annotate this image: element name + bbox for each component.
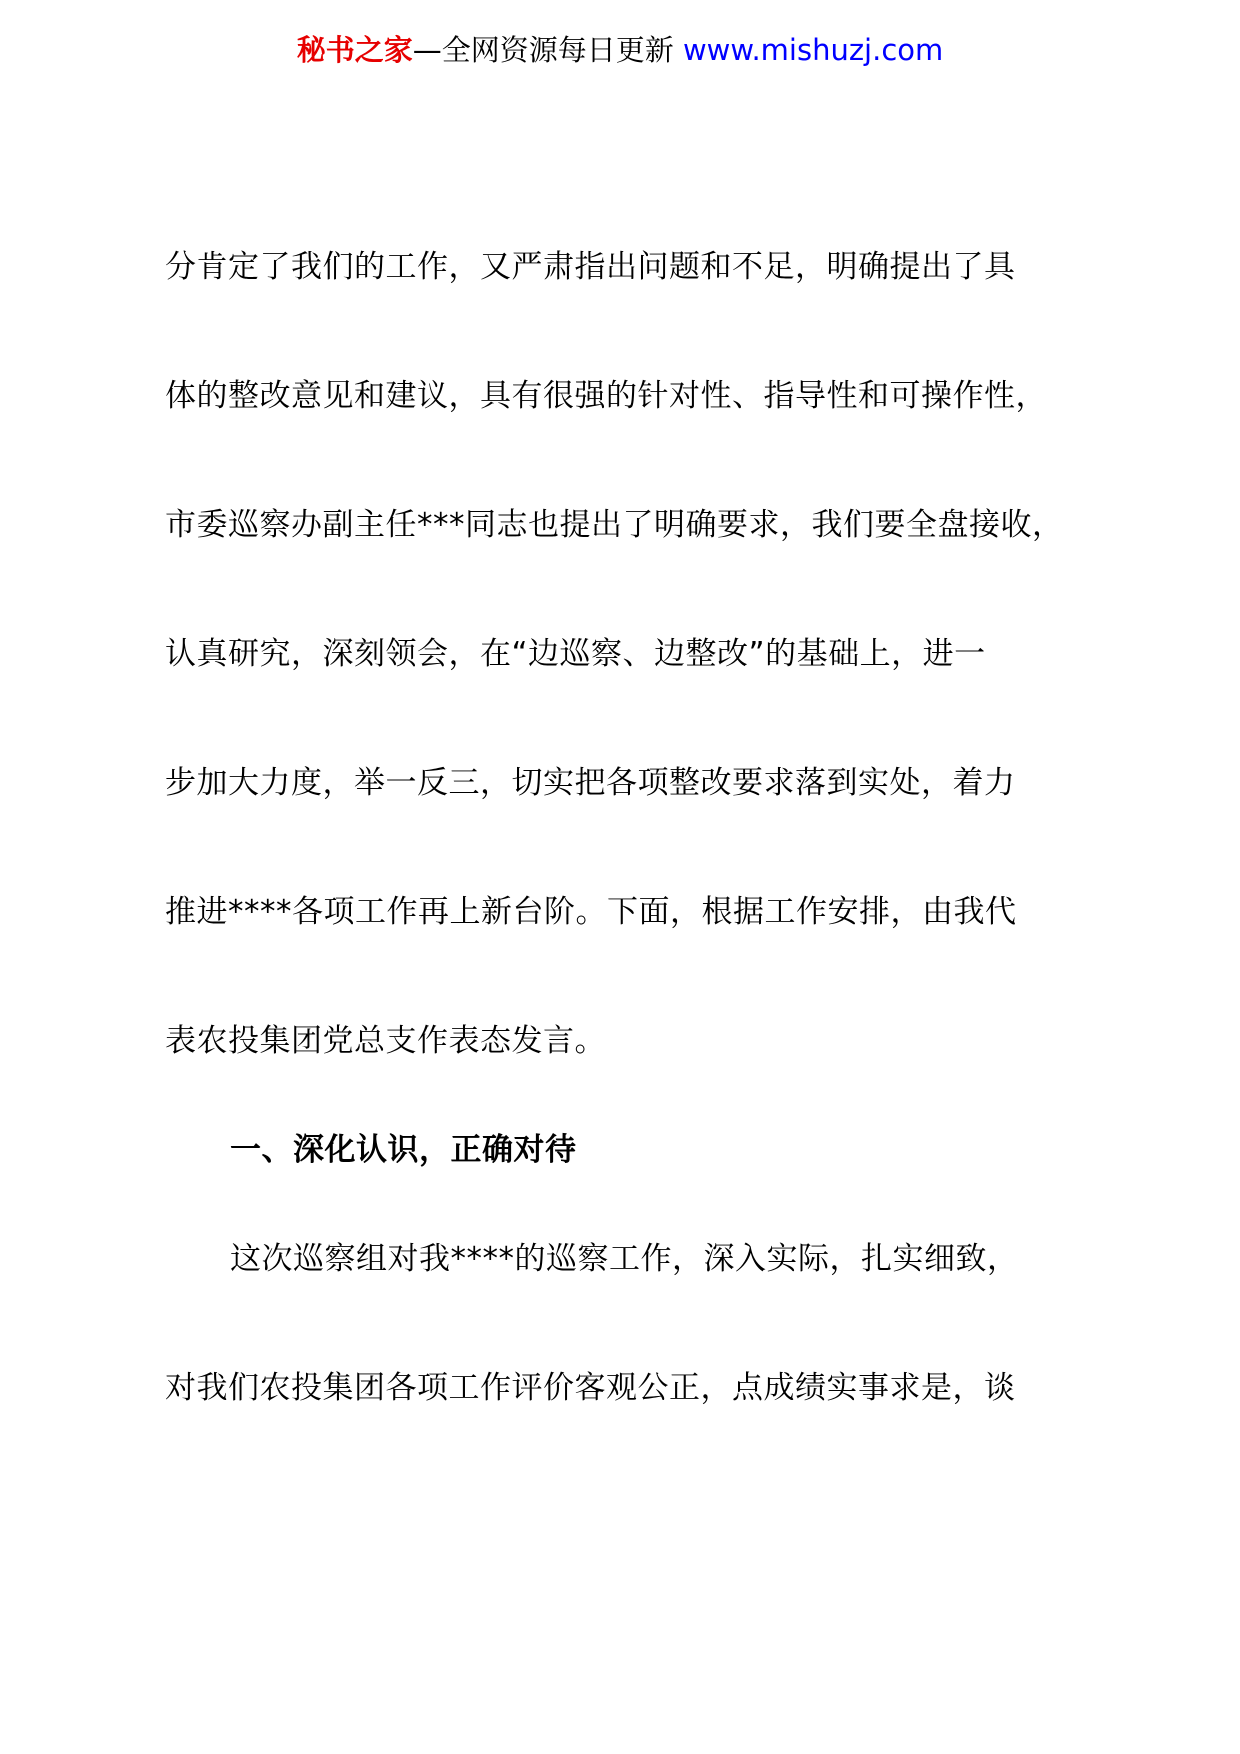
body-line: 认真研究，深刻领会，在“边巡察、边整改”的基础上，进一 xyxy=(165,636,986,672)
body-line: 体的整改意见和建议，具有很强的针对性、指导性和可操作性， xyxy=(165,378,1047,414)
body-line: 步加大力度，举一反三，切实把各项整改要求落到实处，着力 xyxy=(165,765,1016,801)
body-line: 表农投集团党总支作表态发言。 xyxy=(165,1023,606,1059)
site-tagline: —全网资源每日更新 xyxy=(412,33,683,67)
body-line: 这次巡察组对我****的巡察工作，深入实际，扎实细致， xyxy=(230,1241,1019,1277)
body-line: 市委巡察办副主任***同志也提出了明确要求，我们要全盘接收， xyxy=(165,507,1064,543)
body-line: 分肯定了我们的工作，又严肃指出问题和不足，明确提出了具 xyxy=(165,249,1016,285)
body-line: 推进****各项工作再上新台阶。下面，根据工作安排，由我代 xyxy=(165,894,1017,930)
site-brand: 秘书之家 xyxy=(296,33,413,67)
page-header xyxy=(0,30,1240,70)
site-url-link[interactable]: www.mishuzj.com xyxy=(682,33,944,67)
section-heading: 一、深化认识，正确对待 xyxy=(230,1132,577,1168)
body-line: 对我们农投集团各项工作评价客观公正，点成绩实事求是，谈 xyxy=(165,1370,1016,1406)
